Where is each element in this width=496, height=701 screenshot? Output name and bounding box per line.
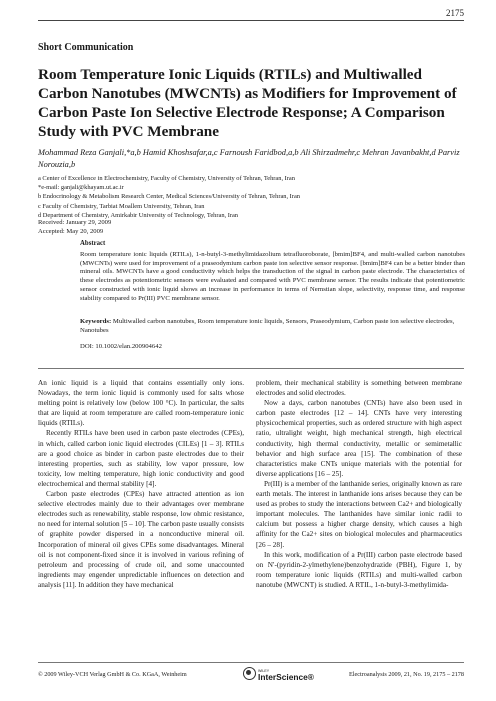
header-rule (38, 20, 464, 21)
affiliation-item: *e-mail: ganjali@khayam.ut.ac.ir (38, 184, 124, 192)
dates-block (38, 218, 111, 236)
page-number: 2175 (446, 8, 464, 18)
paper-title: Room Temperature Ionic Liquids (RTILs) and Multiwalled Carbon Nanotubes (MWCNTs) as Modifiers for Improvement of Carbon Paste Ion Selective Electrode Response; A Comparison Study with PVC Membrane (38, 66, 457, 140)
accepted-date: Accepted: May 20, 2009 (38, 228, 104, 235)
logo-small-text: WILEY (258, 668, 270, 673)
journal-citation: Electroanalysis 2009, 21, No. 19, 2175 – 2178 (349, 671, 464, 678)
body-paragraph: An ionic liquid is a liquid that contains essentially only ions. Nowadays, the term ionic liquid is commonly used for salts whose melting point is relatively low (below 100 °C). In particular, the salts that are liquid at room temperature are called room-temperature ionic liquids (RTILs). (38, 379, 244, 428)
page-footer (38, 669, 464, 685)
abstract-heading: Abstract (80, 240, 106, 247)
interscience-logo (243, 667, 314, 680)
abstract-text: Room temperature ionic liquids (RTILs), 1-n-butyl-3-methylimidazolium tetrafluoroborate, [bmim]BF4, and multi-walled carbon nanotubes (MWCNTs) were used for improvement of a praseodymium carbon paste ion selective sensor response. [bmim]BF4 can be a better binder than mineral oils. MWCNTs have a good conductivity which helps the transduction of the signal in carbon paste electrode. The characteristics of these electrodes as potentiometric sensors were evaluated and compared with PVC membrane sensor. The results indicate that potentiometric sensor constructed with ionic liquid shows an increase in performance in terms of Nernstian slope, selectivity, response time, and response stability compared to Pr(III) PVC membrane sensor. (80, 250, 465, 302)
body-column-right (256, 378, 462, 590)
body-paragraph: Pr(III) is a member of the lanthanide series, originally known as rare earth metals. The interest in lanthanide ions arises because they can be used as probes to study the interactions between Ca2+ and biologically important molecules. The lanthanides have similar ionic radii to calcium but possess a higher charge density, which causes a high affinity for the Ca2+ sites on biological molecules and pharmaceutics [26 – 28]. (256, 479, 462, 549)
body-paragraph: In this work, modification of a Pr(III) carbon paste electrode based on N′-(pyridin-2-ylmethylene)benzohydrazide (PBH), Figure 1, by room temperature ionic liquids (RTILs) and multi-walled carbon nanotube (MWCNT) is studied. A RTIL, 1-n-butyl-3-methylimida- (256, 550, 462, 589)
footer-rule (38, 662, 464, 663)
doi-text: DOI: 10.1002/elan.200904642 (80, 343, 162, 350)
body-paragraph: Now a days, carbon nanotubes (CNTs) have also been used in carbon paste electrodes [12 – 14]. CNTs have very interesting physicochemical properties, such as ordered structure with high aspect ratio, ultralight weight, high mechanical strength, high electrical conductivity, high thermal conductivity, metallic or semimetallic behavior and high surface area [15]. The combination of these characteristics make CNTs unique materials with the potential for diverse applications [16 – 25]. (256, 399, 462, 478)
body-paragraph: problem, their mechanical stability is something between membrane electrodes and solid electrodes. (256, 379, 462, 398)
wiley-logo-icon (243, 667, 256, 680)
abstract-block (80, 240, 465, 304)
body-paragraph: Recently RTILs have been used in carbon paste electrodes (CPEs), in which, called carbon ionic liquid electrodes (CILEs) [1 – 3]. RTILs are a good choice as binder in carbon paste electrodes due to their interesting properties, such as stability, low vapor pressure, low toxicity, low melting temperature, high ionic conductivity and good electrochemical and thermal stability [4]. (38, 429, 244, 488)
body-divider (38, 368, 464, 369)
keywords-text: Multiwalled carbon nanotubes, Room temperature ionic liquids, Sensors, Praseodymium, Carbon paste ion selective electrodes, Nanotubes (80, 318, 455, 334)
affiliation-item: d Department of Chemistry, Amirkabir University of Technology, Tehran, Iran (38, 211, 239, 219)
author-list: Mohammad Reza Ganjali,*a,b Hamid Khoshsafar,a,c Farnoush Faridbod,a,b Ali Shirzadmehr,c Mehran Javanbakht,d Parviz Norouzia,b (38, 148, 460, 169)
keywords-label: Keywords: (80, 318, 112, 325)
affiliation-list (38, 174, 468, 220)
body-column-left (38, 378, 244, 590)
keywords-block (80, 318, 465, 336)
copyright-text: © 2009 Wiley-VCH Verlag GmbH & Co. KGaA, Weinheim (38, 671, 187, 678)
logo-big-text: InterScience® (258, 671, 314, 682)
affiliation-item: b Endocrinology & Metabolism Research Center, Medical Sciences/University of Tehran, Tehran, Iran (38, 193, 300, 201)
body-paragraph: Carbon paste electrodes (CPEs) have attracted attention as ion selective electrodes mainly due to their advantages over membrane electrodes such as renewability, stable response, low ohmic resistance, no need for internal solution [5 – 10]. The carbon paste usually consists of graphite powder dispersed in a nonconductive mineral oil. Incorporation of mineral oil gives CPEs some disadvantages. Mineral oil is not component-fixed since it is involved in various refining of petroleum and processing of crude oil, and some unaccounted ingredients may engender unpredictable influences on detection and analysis [11]. In addition they have mechanical (38, 490, 244, 589)
received-date: Received: January 29, 2009 (38, 219, 112, 226)
affiliation-item: a Center of Excellence in Electrochemistry, Faculty of Chemistry, University of Tehran, Tehran, Iran (38, 175, 295, 182)
affiliation-item: c Faculty of Chemistry, Tarbiat Moallem University, Tehran, Iran (38, 202, 205, 210)
section-label: Short Communication (38, 42, 134, 53)
